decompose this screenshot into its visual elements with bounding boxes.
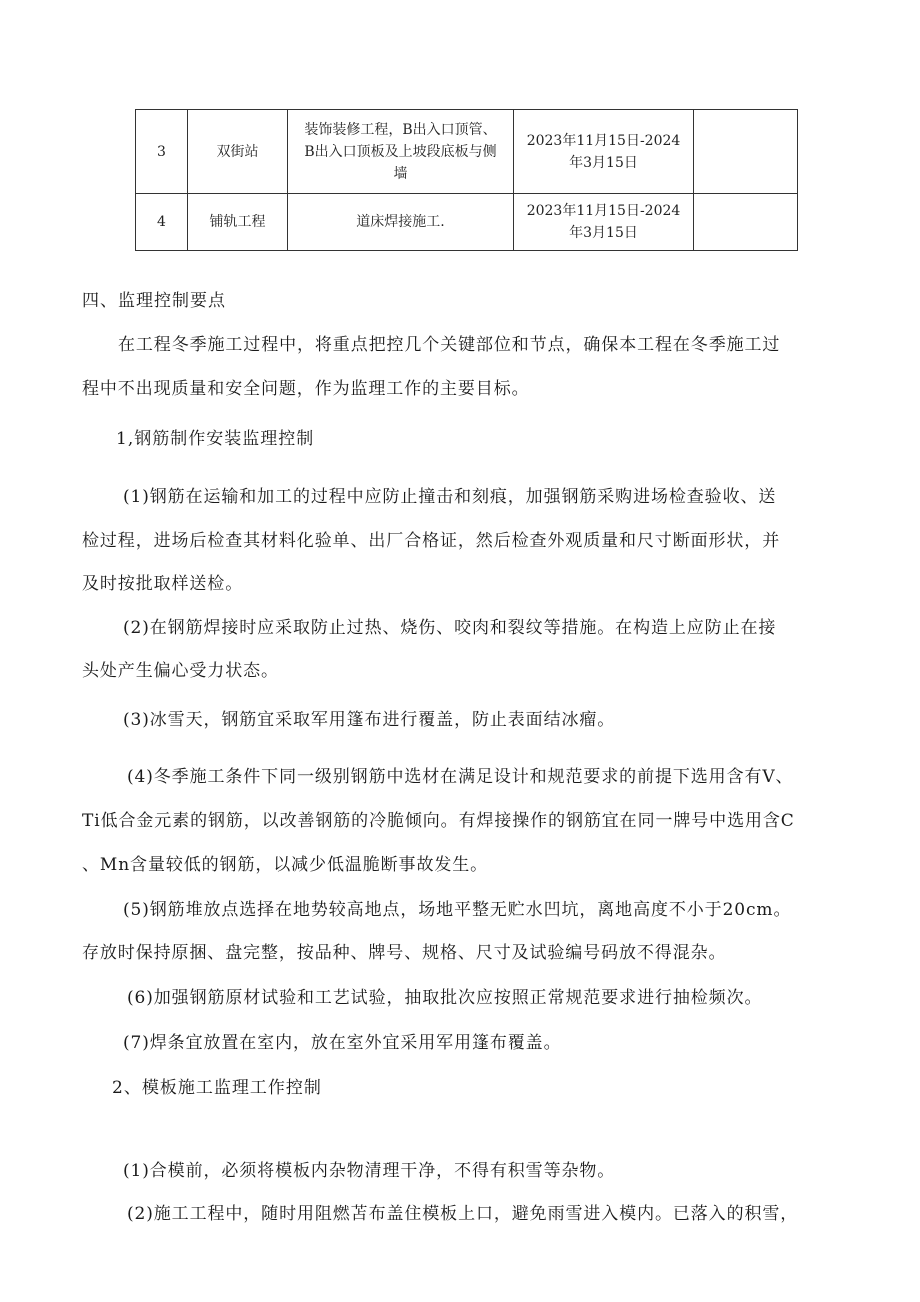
row-note: [694, 194, 798, 251]
row-period: [514, 194, 694, 251]
period-line: 年3月15日: [569, 225, 638, 241]
paragraph-line: 检过程，进场后检查其材料化验单、出厂合格证，然后检查外观质量和尺寸断面形状，并: [82, 531, 781, 551]
part2-title: 2、模板施工监理工作控制: [112, 1078, 322, 1098]
row-note: [694, 110, 798, 194]
row-area: 双街站: [188, 110, 288, 194]
paragraph-line: (1)合模前，必须将模板内杂物清理干净，不得有积雪等杂物。: [123, 1161, 616, 1181]
row-number: 4: [136, 194, 188, 251]
content-line: 装饰装修工程，B出入口顶管、: [304, 121, 497, 138]
row-area: 铺轨工程: [188, 194, 288, 251]
content-line: 道床焊接施工.: [356, 214, 445, 230]
paragraph-line: (2)施工工程中，随时用阻燃苫布盖住模板上口，避免雨雪进入模内。已落入的积雪，: [127, 1204, 799, 1224]
paragraph-line: (2)在钢筋焊接时应采取防止过热、烧伤、咬肉和裂纹等措施。在构造上应防止在接: [123, 618, 777, 638]
content-line: 墙: [393, 165, 408, 182]
paragraph-line: (1)钢筋在运输和加工的过程中应防止撞击和刻痕，加强钢筋采购进场检查验收、送: [123, 487, 777, 507]
intro-line: 在工程冬季施工过程中，将重点把控几个关键部位和节点，确保本工程在冬季施工过: [118, 335, 781, 355]
paragraph-line: 及时按批取样送检。: [82, 574, 244, 594]
schedule-table: [135, 109, 798, 251]
table-row: [136, 110, 798, 194]
paragraph-line: (4)冬季施工条件下同一级别钢筋中选材在满足设计和规范要求的前提下选用含有V、: [127, 767, 794, 787]
row-content: [288, 110, 514, 194]
paragraph-line: 、Mn含量较低的钢筋，以减少低温脆断事故发生。: [82, 855, 489, 875]
row-content: [288, 194, 514, 251]
period-line: 2023年11月15日-2024: [526, 132, 681, 149]
paragraph-line: Ti低合金元素的钢筋，以改善钢筋的冷脆倾向。有焊接操作的钢筋宜在同一牌号中选用含C: [82, 811, 795, 831]
period-line: 年3月15日: [569, 154, 638, 171]
part1-title: 1,钢筋制作安装监理控制: [116, 429, 315, 449]
paragraph-line: (7)焊条宜放置在室内，放在室外宜采用军用篷布覆盖。: [123, 1033, 562, 1053]
content-line: B出入口顶板及上坡段底板与侧: [304, 143, 497, 160]
paragraph-line: (5)钢筋堆放点选择在地势较高地点，场地平整无贮水凹坑，离地高度不小于20cm。: [123, 900, 792, 920]
paragraph-line: (3)冰雪天，钢筋宜采取军用篷布进行覆盖，防止表面结冰瘤。: [123, 710, 616, 730]
paragraph-line: (6)加强钢筋原材试验和工艺试验，抽取批次应按照正常规范要求进行抽检频次。: [127, 988, 763, 1008]
table-row: [136, 194, 798, 251]
section-title: 四、监理控制要点: [82, 291, 226, 311]
paragraph-line: 存放时保持原捆、盘完整，按品种、牌号、规格、尺寸及试验编号码放不得混杂。: [82, 943, 727, 963]
row-number: 3: [136, 110, 188, 194]
paragraph-line: 头处产生偏心受力状态。: [82, 661, 279, 681]
intro-line: 程中不出现质量和安全问题，作为监理工作的主要目标。: [82, 379, 530, 399]
period-line: 2023年11月15日-2024: [526, 203, 681, 219]
row-period: [514, 110, 694, 194]
